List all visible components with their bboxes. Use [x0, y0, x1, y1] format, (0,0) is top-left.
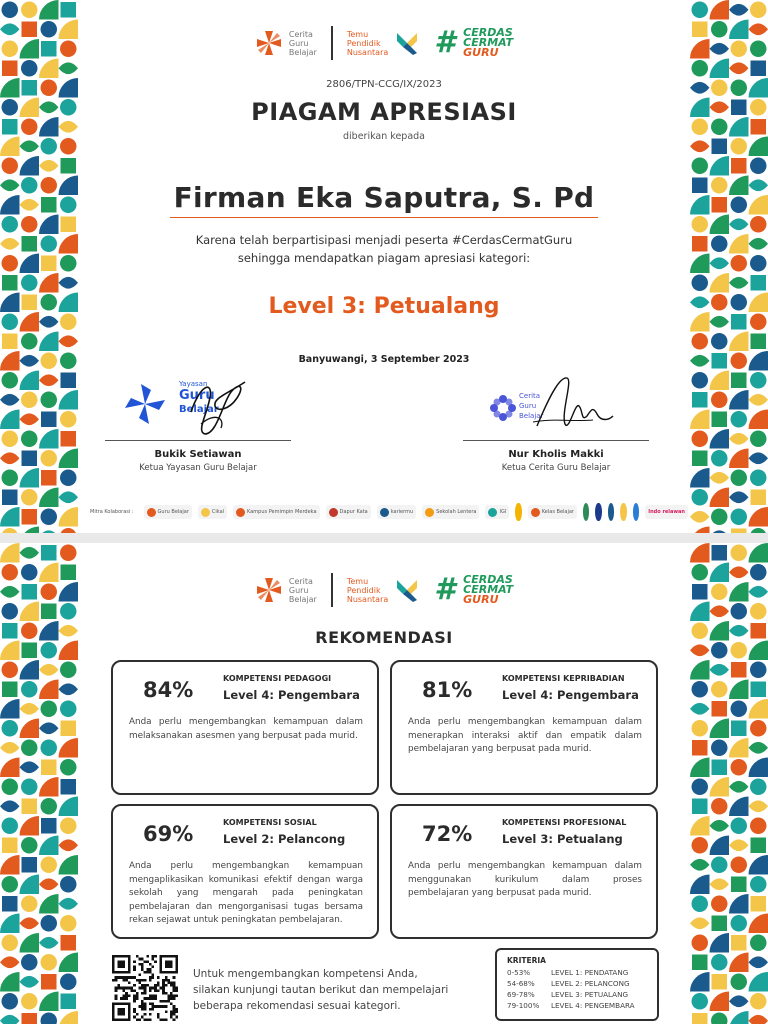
competency-percent: 81%	[422, 678, 473, 702]
logo-text-line: Guru	[288, 38, 309, 48]
competency-name: KOMPETENSI PROFESIONAL	[502, 818, 627, 827]
logo-text-line: Cerita	[519, 392, 541, 400]
recommendation-title: REKOMENDASI	[315, 628, 453, 647]
logo-text-line: Temu	[346, 576, 369, 586]
certificate-title: PIAGAM APRESIASI	[251, 98, 517, 126]
criteria-row: 54-68% LEVEL 2: PELANCONG	[507, 979, 630, 988]
signer-role: Ketua Cerita Guru Belajar	[501, 463, 611, 473]
document-number: 2806/TPN-CCG/IX/2023	[326, 79, 442, 90]
decorative-pattern-left	[0, 543, 78, 1024]
signature-scribble	[463, 372, 649, 438]
partner-logo: Guru Belajar	[144, 505, 192, 519]
tpn-cross-icon	[394, 30, 420, 56]
partner-logo: Kelas Belajar	[528, 505, 577, 519]
logo-text-line: Cerita	[288, 576, 313, 586]
hashtag-icon: #	[434, 572, 456, 607]
competency-recommendation: Anda perlu mengembangkan kemampuan dalam menggunakan kurikulum dalam proses pembelajaran yang berpusat pada murid.	[408, 861, 642, 898]
cerdas-cermat-guru-logo	[434, 572, 514, 607]
logo-text-line: Pendidik	[346, 38, 381, 48]
competency-level: Level 4: Pengembara	[223, 688, 360, 702]
signer-left	[105, 372, 291, 473]
partner-logo: Indo relawan	[645, 505, 688, 519]
certificate-description	[0, 231, 768, 267]
tpn-cross-icon	[394, 577, 420, 603]
partner-logo: Dapur Kata	[326, 505, 371, 519]
competency-name: KOMPETENSI SOSIAL	[223, 818, 317, 827]
competency-card-pedagogi	[111, 660, 379, 795]
competency-percent: 84%	[143, 678, 194, 702]
given-to-label: diberikan kepada	[343, 131, 425, 142]
cta-line: beberapa rekomendasi sesuai kategori.	[193, 1000, 401, 1012]
logo-text-line: GURU	[463, 46, 499, 59]
cta-text	[193, 966, 448, 1014]
temu-pendidik-nusantara-logo	[347, 577, 420, 604]
name-underline	[170, 217, 598, 218]
logo-text-line: Pendidik	[346, 585, 381, 595]
logo-text-line: CERDAS	[463, 26, 513, 39]
decorative-pattern-right	[690, 543, 768, 1024]
recommendation-page	[0, 543, 768, 1024]
header-logos	[0, 573, 768, 607]
logo-text-line: Belajar	[519, 412, 544, 420]
partner-logo: Sekolah Lentera	[422, 505, 479, 519]
partner-logo: IGI	[485, 505, 509, 519]
cerita-guru-belajar-icon	[255, 576, 283, 604]
partner-logos	[90, 500, 688, 524]
hashtag-icon: #	[434, 25, 456, 60]
competency-level: Level 2: Pelancong	[223, 832, 346, 846]
award-category: Level 3: Petualang	[268, 294, 500, 319]
competency-card-profesional	[390, 804, 658, 939]
partner-logo	[595, 503, 601, 521]
signature-line	[463, 440, 649, 441]
competency-name: KOMPETENSI PEDAGOGI	[223, 674, 332, 683]
signer-name: Nur Kholis Makki	[508, 449, 604, 460]
competency-percent: 69%	[143, 822, 194, 846]
logo-text-line: Nusantara	[346, 47, 389, 57]
cta-line: silakan kunjungi tautan berikut dan mempelajari	[193, 984, 449, 996]
logo-text-line: GURU	[463, 593, 499, 606]
signature-line	[105, 440, 291, 441]
cerita-guru-belajar-logo	[255, 29, 317, 57]
logo-text-line: Nusantara	[346, 594, 389, 604]
partner-logo	[620, 503, 626, 521]
signature-area	[105, 372, 291, 438]
criteria-row: 79-100% LEVEL 4: PENGEMBARA	[507, 1001, 635, 1010]
competency-level: Level 3: Petualang	[502, 832, 623, 846]
competency-card-sosial	[111, 804, 379, 939]
competency-percent: 72%	[422, 822, 473, 846]
logo-text-line: Yayasan	[179, 380, 208, 388]
partner-logo: kariermu	[377, 505, 416, 519]
temu-pendidik-nusantara-logo	[347, 30, 420, 57]
signer-role: Ketua Yayasan Guru Belajar	[139, 463, 257, 473]
logo-text-line: Guru	[179, 388, 215, 403]
logo-text-line: Belajar	[179, 404, 219, 415]
logo-divider	[331, 573, 333, 607]
criteria-title: KRITERIA	[507, 956, 546, 965]
signer-name: Bukik Setiawan	[154, 449, 242, 460]
criteria-row: 0-53% LEVEL 1: PENDATANG	[507, 968, 629, 977]
partners-label: Mitra Kolaborasi :	[90, 509, 134, 515]
competency-card-kepribadian	[390, 660, 658, 795]
competency-recommendation: Anda perlu mengembangkan kemampuan dalam melaksanakan asesmen yang berpusat pada murid.	[129, 717, 363, 741]
logo-text-line: CERMAT	[463, 36, 514, 49]
description-line: Karena telah berpartisipasi menjadi peserta #CerdasCermatGuru	[195, 233, 573, 247]
recipient-name: Firman Eka Saputra, S. Pd	[173, 181, 595, 214]
logo-text-line: Belajar	[288, 47, 317, 57]
logo-text-line: Belajar	[288, 594, 317, 604]
cerita-guru-belajar-logo	[255, 576, 317, 604]
logo-text-line: Guru	[288, 585, 309, 595]
logo-text-line: Cerita	[288, 29, 313, 39]
cta-line: Untuk mengembangkan kompetensi Anda,	[193, 968, 418, 980]
logo-divider	[331, 26, 333, 60]
logo-text-line: CERMAT	[463, 583, 514, 596]
partner-logo	[633, 503, 639, 521]
logo-text-line: CERDAS	[463, 573, 513, 586]
signature-scribble	[105, 372, 291, 438]
criteria-row: 69-78% LEVEL 3: PETUALANG	[507, 990, 629, 999]
cerita-guru-belajar-icon	[255, 29, 283, 57]
logo-text-line: Guru	[519, 402, 537, 410]
partner-logo	[515, 503, 521, 521]
signer-right	[463, 372, 649, 473]
partner-logo: Cikal	[198, 505, 227, 519]
competency-recommendation: Anda perlu mengembangkan kemampuan mengaplikasikan komunikasi efektif dengan warga sekolah yang mengarah pada peningkatan pembelajaran dan mengorganisasi tugas bersama rekan sejawat untuk peningkatan pembelajaran.	[129, 861, 363, 925]
logo-text-line: Temu	[346, 29, 369, 39]
description-line: sehingga mendapatkan piagam apresiasi kategori:	[237, 251, 531, 265]
signature-area	[463, 372, 649, 438]
partner-logo	[583, 503, 589, 521]
competency-name: KOMPETENSI KEPRIBADIAN	[502, 674, 625, 683]
competency-level: Level 4: Pengembara	[502, 688, 639, 702]
criteria-box	[495, 948, 659, 1021]
place-date: Banyuwangi, 3 September 2023	[298, 354, 470, 365]
partner-logo	[608, 503, 614, 521]
cerdas-cermat-guru-logo	[434, 25, 514, 60]
competency-recommendation: Anda perlu mengembangkan kemampuan dalam menerapkan interaksi aktif dan empatik dalam pembelajaran yang berpusat pada murid.	[408, 717, 642, 754]
header-logos	[0, 26, 768, 60]
qr-code[interactable]	[112, 955, 178, 1021]
partner-logo: Kampus Pemimpin Merdeka	[233, 505, 320, 519]
